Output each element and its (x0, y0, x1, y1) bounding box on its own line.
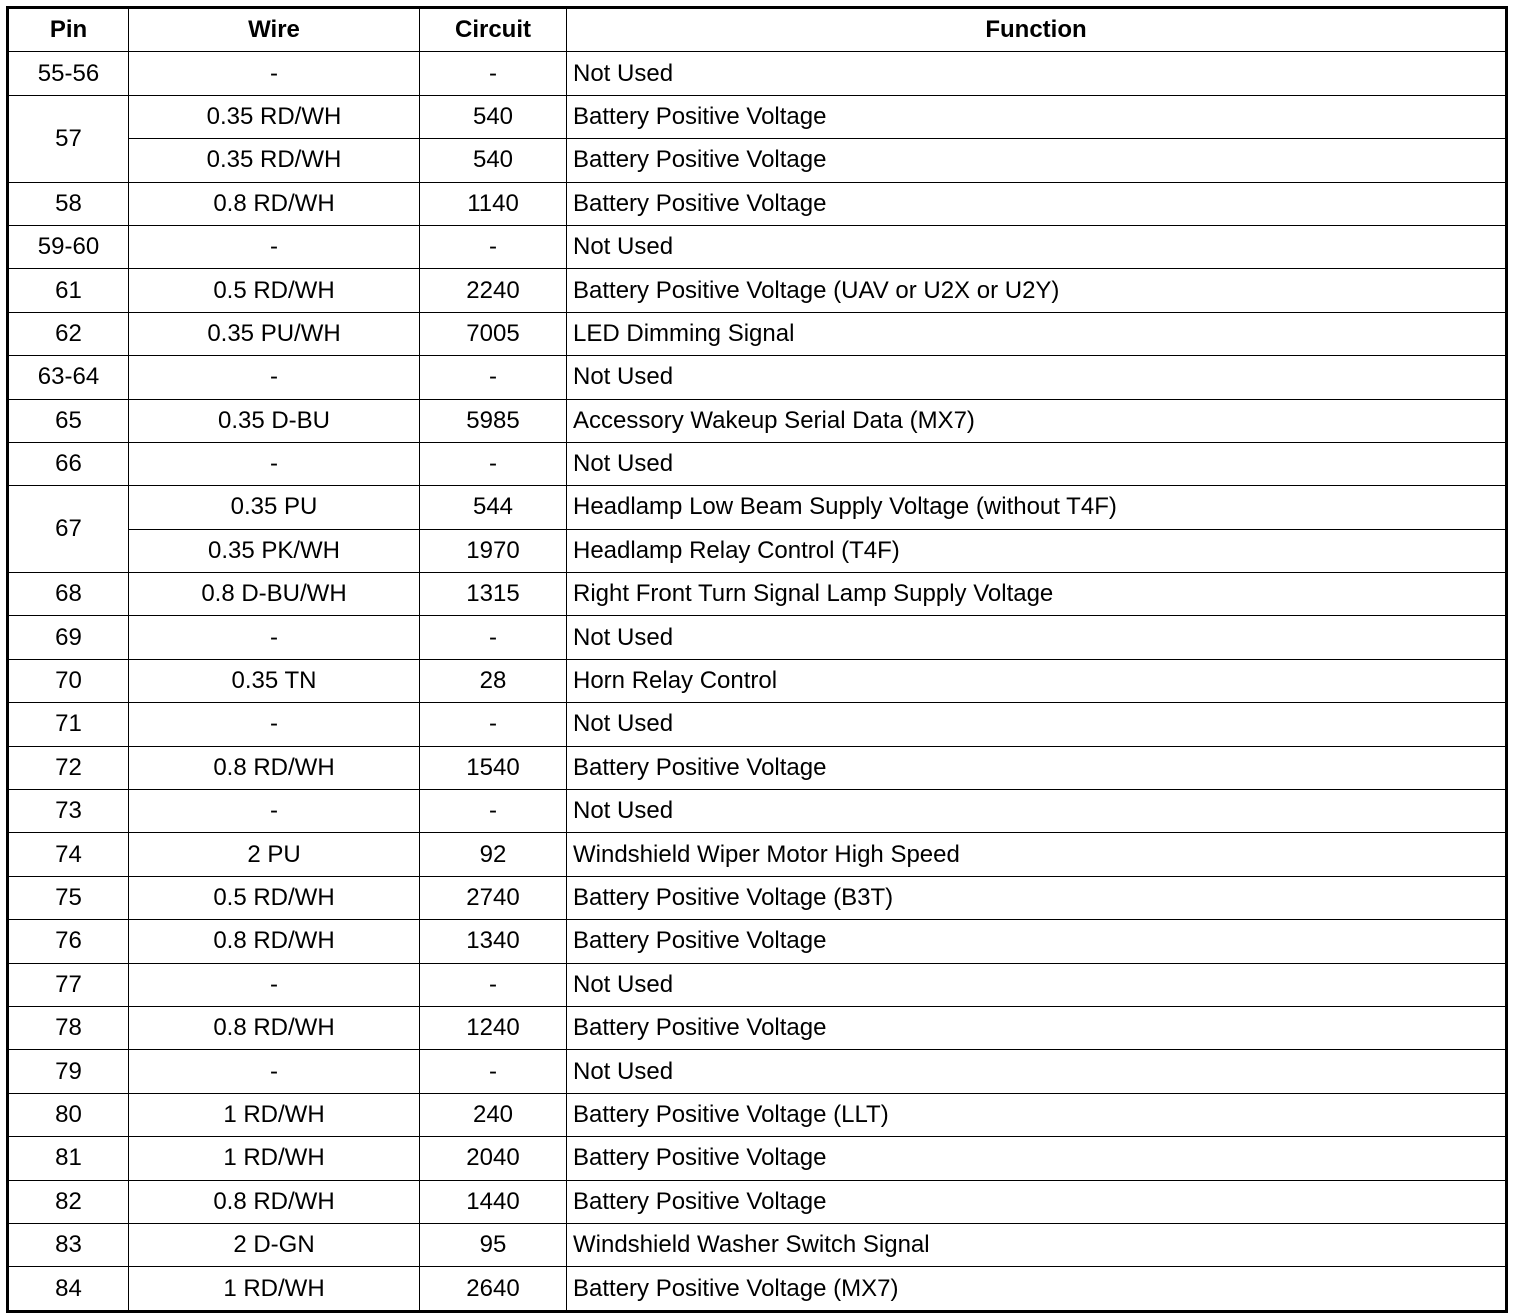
table-row (8, 182, 1507, 225)
cell-pin: 67 (8, 486, 129, 573)
cell-function: Battery Positive Voltage (567, 1180, 1507, 1223)
cell-pin: 84 (8, 1267, 129, 1311)
cell-circuit: 1315 (420, 573, 567, 616)
cell-circuit: 1340 (420, 920, 567, 963)
table-row (8, 1223, 1507, 1266)
table-row (8, 616, 1507, 659)
table-header-row (8, 8, 1507, 52)
cell-circuit: 1970 (420, 529, 567, 572)
table-row (8, 790, 1507, 833)
cell-function: Not Used (567, 356, 1507, 399)
cell-wire: - (129, 442, 420, 485)
cell-function: Accessory Wakeup Serial Data (MX7) (567, 399, 1507, 442)
cell-circuit: 5985 (420, 399, 567, 442)
table-row (8, 312, 1507, 355)
cell-circuit: 2740 (420, 876, 567, 919)
table-row (8, 1267, 1507, 1311)
cell-function: Not Used (567, 1050, 1507, 1093)
cell-wire: - (129, 1050, 420, 1093)
cell-pin: 78 (8, 1006, 129, 1049)
cell-wire: - (129, 963, 420, 1006)
cell-circuit: - (420, 356, 567, 399)
table-row (8, 486, 1507, 529)
cell-function: Horn Relay Control (567, 659, 1507, 702)
cell-circuit: - (420, 442, 567, 485)
cell-circuit: 1440 (420, 1180, 567, 1223)
cell-pin: 76 (8, 920, 129, 963)
cell-pin: 73 (8, 790, 129, 833)
table-row (8, 52, 1507, 95)
cell-wire: 0.8 RD/WH (129, 920, 420, 963)
table-row (8, 920, 1507, 963)
cell-wire: 0.35 TN (129, 659, 420, 702)
cell-wire: 0.35 PU (129, 486, 420, 529)
cell-circuit: 2640 (420, 1267, 567, 1311)
table-row (8, 1093, 1507, 1136)
cell-pin: 68 (8, 573, 129, 616)
cell-circuit: 240 (420, 1093, 567, 1136)
table-row (8, 1006, 1507, 1049)
table-row (8, 573, 1507, 616)
cell-pin: 63-64 (8, 356, 129, 399)
cell-wire: 0.8 RD/WH (129, 1006, 420, 1049)
cell-circuit: 540 (420, 95, 567, 138)
cell-circuit: 28 (420, 659, 567, 702)
cell-circuit: 92 (420, 833, 567, 876)
cell-circuit: - (420, 1050, 567, 1093)
cell-pin: 81 (8, 1137, 129, 1180)
connector-pinout-table (6, 6, 1508, 1313)
cell-function: Not Used (567, 225, 1507, 268)
cell-wire: - (129, 52, 420, 95)
table-row (8, 833, 1507, 876)
cell-function: Not Used (567, 703, 1507, 746)
cell-function: Not Used (567, 442, 1507, 485)
cell-wire: 0.35 D-BU (129, 399, 420, 442)
cell-wire: 0.35 PK/WH (129, 529, 420, 572)
cell-wire: 0.8 RD/WH (129, 182, 420, 225)
cell-circuit: 1140 (420, 182, 567, 225)
cell-circuit: 95 (420, 1223, 567, 1266)
table-row (8, 703, 1507, 746)
cell-wire: - (129, 790, 420, 833)
column-header-circuit: Circuit (420, 8, 567, 52)
cell-function: Battery Positive Voltage (567, 1137, 1507, 1180)
cell-circuit: 7005 (420, 312, 567, 355)
cell-pin: 71 (8, 703, 129, 746)
column-header-pin: Pin (8, 8, 129, 52)
table-row (8, 1180, 1507, 1223)
table-row (8, 963, 1507, 1006)
cell-wire: 1 RD/WH (129, 1093, 420, 1136)
cell-function: Battery Positive Voltage (LLT) (567, 1093, 1507, 1136)
cell-wire: - (129, 703, 420, 746)
cell-wire: 0.35 RD/WH (129, 95, 420, 138)
cell-wire: 0.5 RD/WH (129, 269, 420, 312)
cell-function: Battery Positive Voltage (B3T) (567, 876, 1507, 919)
cell-wire: 1 RD/WH (129, 1267, 420, 1311)
cell-wire: 1 RD/WH (129, 1137, 420, 1180)
cell-wire: 0.5 RD/WH (129, 876, 420, 919)
cell-circuit: 544 (420, 486, 567, 529)
cell-circuit: 540 (420, 139, 567, 182)
cell-wire: 0.35 RD/WH (129, 139, 420, 182)
cell-function: Not Used (567, 616, 1507, 659)
cell-wire: 0.8 RD/WH (129, 746, 420, 789)
cell-wire: 2 PU (129, 833, 420, 876)
cell-pin: 74 (8, 833, 129, 876)
cell-pin: 61 (8, 269, 129, 312)
cell-wire: 0.8 D-BU/WH (129, 573, 420, 616)
table-row (8, 529, 1507, 572)
cell-function: Not Used (567, 963, 1507, 1006)
cell-circuit: 2240 (420, 269, 567, 312)
table-row (8, 139, 1507, 182)
table-row (8, 1050, 1507, 1093)
cell-pin: 70 (8, 659, 129, 702)
table-row (8, 659, 1507, 702)
cell-wire: 0.35 PU/WH (129, 312, 420, 355)
table-row (8, 95, 1507, 138)
cell-wire: - (129, 616, 420, 659)
cell-function: Not Used (567, 790, 1507, 833)
column-header-wire: Wire (129, 8, 420, 52)
cell-circuit: 2040 (420, 1137, 567, 1180)
cell-circuit: - (420, 790, 567, 833)
table-row (8, 399, 1507, 442)
cell-function: LED Dimming Signal (567, 312, 1507, 355)
cell-function: Not Used (567, 52, 1507, 95)
table-row (8, 269, 1507, 312)
cell-circuit: - (420, 703, 567, 746)
table-body (8, 52, 1507, 1311)
cell-pin: 80 (8, 1093, 129, 1136)
cell-pin: 58 (8, 182, 129, 225)
cell-circuit: - (420, 225, 567, 268)
cell-function: Battery Positive Voltage (567, 1006, 1507, 1049)
cell-function: Battery Positive Voltage (567, 746, 1507, 789)
cell-circuit: - (420, 52, 567, 95)
cell-function: Battery Positive Voltage (567, 139, 1507, 182)
cell-function: Windshield Washer Switch Signal (567, 1223, 1507, 1266)
table-row (8, 746, 1507, 789)
cell-wire: 0.8 RD/WH (129, 1180, 420, 1223)
table-row (8, 876, 1507, 919)
cell-pin: 59-60 (8, 225, 129, 268)
table-row (8, 225, 1507, 268)
cell-pin: 65 (8, 399, 129, 442)
cell-function: Headlamp Low Beam Supply Voltage (without T4F) (567, 486, 1507, 529)
cell-pin: 69 (8, 616, 129, 659)
cell-function: Battery Positive Voltage (567, 920, 1507, 963)
cell-pin: 75 (8, 876, 129, 919)
table-row (8, 356, 1507, 399)
cell-circuit: 1540 (420, 746, 567, 789)
cell-pin: 79 (8, 1050, 129, 1093)
table-row (8, 442, 1507, 485)
cell-pin: 82 (8, 1180, 129, 1223)
cell-pin: 66 (8, 442, 129, 485)
cell-pin: 77 (8, 963, 129, 1006)
cell-pin: 83 (8, 1223, 129, 1266)
cell-function: Headlamp Relay Control (T4F) (567, 529, 1507, 572)
cell-pin: 62 (8, 312, 129, 355)
cell-function: Windshield Wiper Motor High Speed (567, 833, 1507, 876)
table-row (8, 1137, 1507, 1180)
cell-circuit: 1240 (420, 1006, 567, 1049)
cell-wire: - (129, 356, 420, 399)
cell-function: Right Front Turn Signal Lamp Supply Voltage (567, 573, 1507, 616)
column-header-function: Function (567, 8, 1507, 52)
cell-wire: 2 D-GN (129, 1223, 420, 1266)
cell-pin: 57 (8, 95, 129, 182)
cell-function: Battery Positive Voltage (567, 95, 1507, 138)
cell-wire: - (129, 225, 420, 268)
cell-function: Battery Positive Voltage (567, 182, 1507, 225)
cell-function: Battery Positive Voltage (UAV or U2X or U2Y) (567, 269, 1507, 312)
cell-circuit: - (420, 616, 567, 659)
cell-pin: 55-56 (8, 52, 129, 95)
cell-pin: 72 (8, 746, 129, 789)
cell-circuit: - (420, 963, 567, 1006)
cell-function: Battery Positive Voltage (MX7) (567, 1267, 1507, 1311)
